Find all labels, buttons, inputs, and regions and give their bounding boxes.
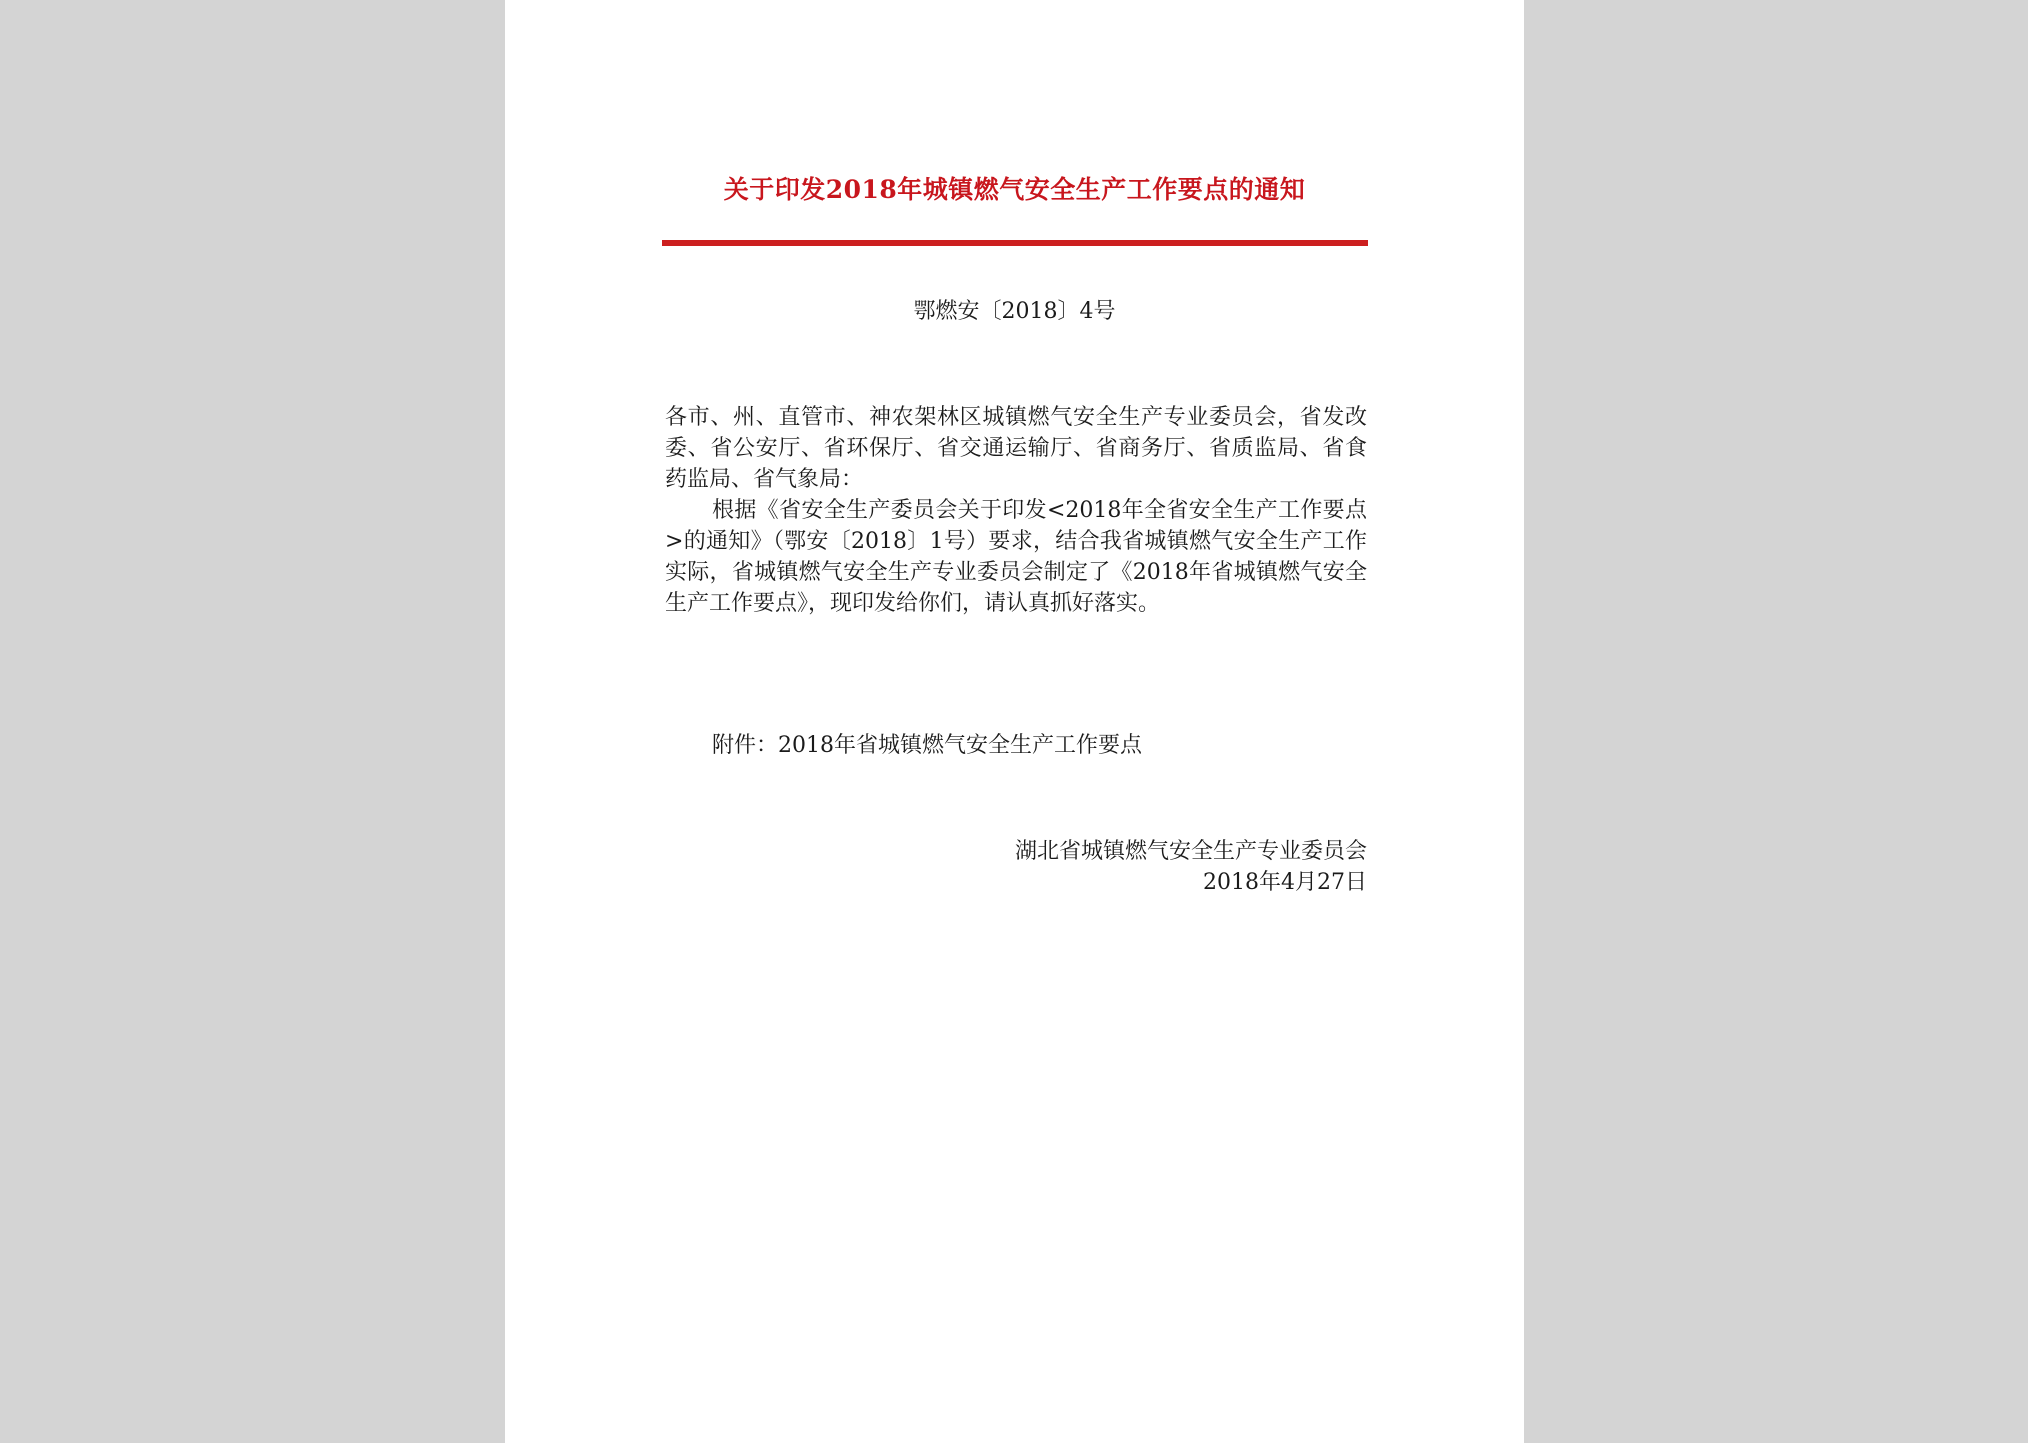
body-paragraph: 根据《省安全生产委员会关于印发<2018年全省安全生产工作要点>的通知》（鄂安〔2018〕1号）要求，结合我省城镇燃气安全生产工作实际，省城镇燃气安全生产专业委员会制定了《2018年省城镇燃气安全生产工作要点》，现印发给你们，请认真抓好落实。 bbox=[665, 498, 1367, 616]
document-page bbox=[505, 0, 1524, 1443]
document-body bbox=[665, 402, 1367, 619]
recipients-paragraph: 各市、州、直管市、神农架林区城镇燃气安全生产专业委员会，省发改委、省公安厅、省环保厅、省交通运输厅、省商务厅、省质监局、省食药监局、省气象局： bbox=[665, 405, 1367, 492]
signature-block bbox=[1015, 836, 1367, 898]
attachment-line: 附件：2018年省城镇燃气安全生产工作要点 bbox=[712, 733, 1142, 758]
document-number: 鄂燃安〔2018〕4号 bbox=[913, 299, 1116, 324]
signature-date: 2018年4月27日 bbox=[1203, 870, 1367, 895]
signature-organization: 湖北省城镇燃气安全生产专业委员会 bbox=[1014, 839, 1367, 864]
document-title: 关于印发2018年城镇燃气安全生产工作要点的通知 bbox=[723, 175, 1306, 204]
red-header-rule bbox=[662, 240, 1368, 246]
